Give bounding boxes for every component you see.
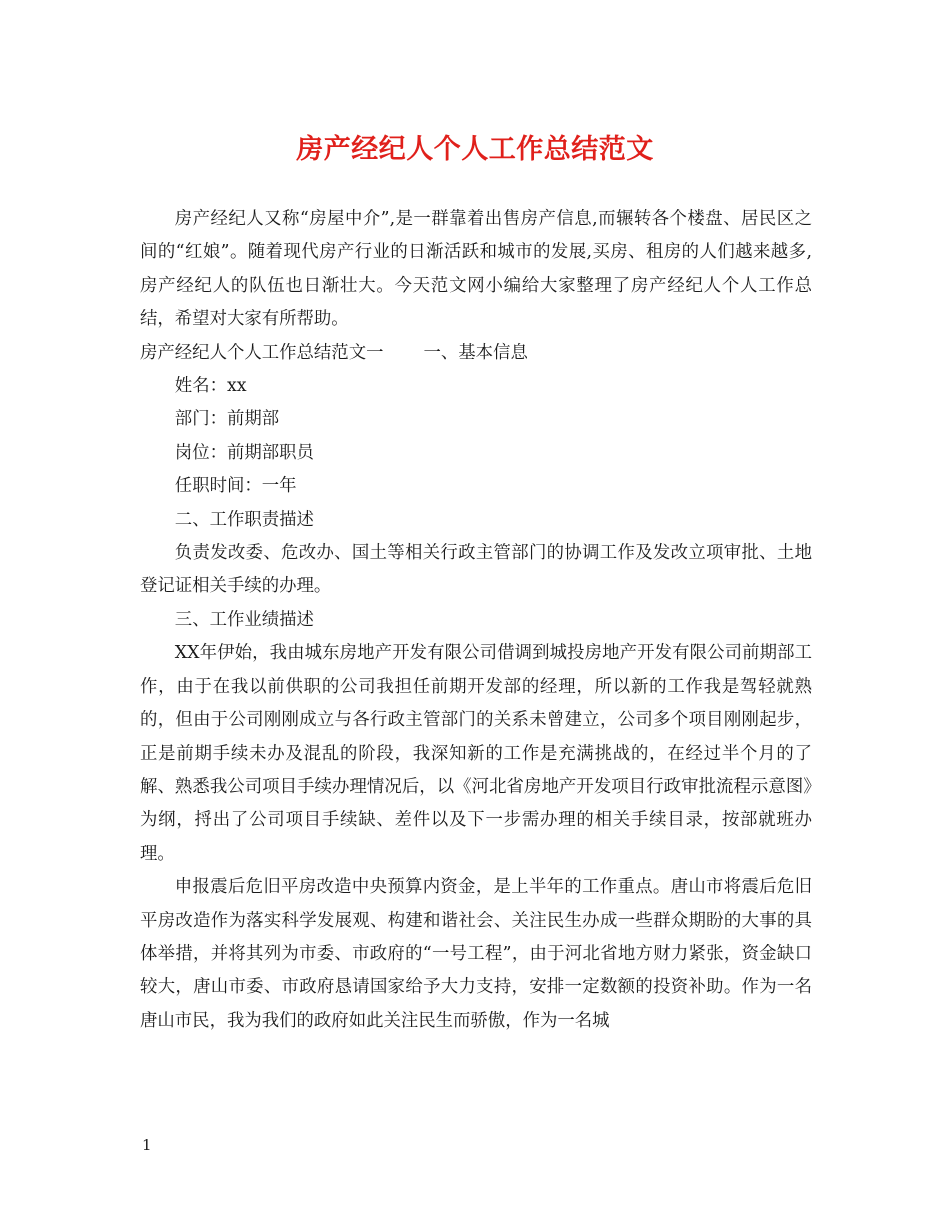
tenure-line: 任职时间：一年 [174,476,297,497]
duties-paragraph: 负责发改委、危改办、国土等相关行政主管部门的协调工作及发改立项审批、土地登记证相关手续的办理。 [140,543,812,597]
performance-paragraph-2: 申报震后危旧平房改造中央预算内资金，是上半年的工作重点。唐山市将震后危旧平房改造作为落实科学发展观、构建和谐社会、关注民生办成一些群众期盼的大事的具体举措，并将其列为市委、市政府的“一号工程”，由于河北省地方财力紧张，资金缺口较大，唐山市委、市政府恳请国家给予大力支持，安排一定数额的投资补助。作为一名唐山市民，我为我们的政府如此关注民生而骄傲，作为一名城 [140,877,812,1031]
page-number: 1 [142,1136,152,1154]
section-heading-left: 房产经纪人个人工作总结范文一 [140,342,384,363]
duties-heading: 二、工作职责描述 [174,509,314,530]
document-title: 房产经纪人个人工作总结范文 [296,134,654,165]
name-line: 姓名：xx [174,376,247,397]
department-line: 部门：前期部 [174,409,280,430]
intro-paragraph: 房产经纪人又称“房屋中介”,是一群靠着出售房产信息,而辗转各个楼盘、居民区之间的“红娘”。随着现代房产行业的日渐活跃和城市的发展,买房、租房的人们越来越多,房产经纪人的队伍也日渐壮大。今天范文网小编给大家整理了房产经纪人个人工作总结，希望对大家有所帮助。 [140,209,812,330]
performance-paragraph-1: XX年伊始，我由城东房地产开发有限公司借调到城投房地产开发有限公司前期部工作，由于在我以前供职的公司我担任前期开发部的经理，所以新的工作我是驾轻就熟的，但由于公司刚刚成立与各行政主管部门的关系未曾建立，公司多个项目刚刚起步，正是前期手续未办及混乱的阶段，我深知新的工作是充满挑战的，在经过半个月的了解、熟悉我公司项目手续办理情况后，以《河北省房地产开发项目行政审批流程示意图》为纲，捋出了公司项目手续缺、差件以及下一步需办理的相关手续目录，按部就班办理。 [140,643,812,864]
section-heading-line [140,337,812,370]
post-line: 岗位：前期部职员 [174,442,314,463]
section-heading-right: 一、基本信息 [423,342,528,363]
performance-heading: 三、工作业绩描述 [174,609,314,630]
document-body [140,203,812,1038]
